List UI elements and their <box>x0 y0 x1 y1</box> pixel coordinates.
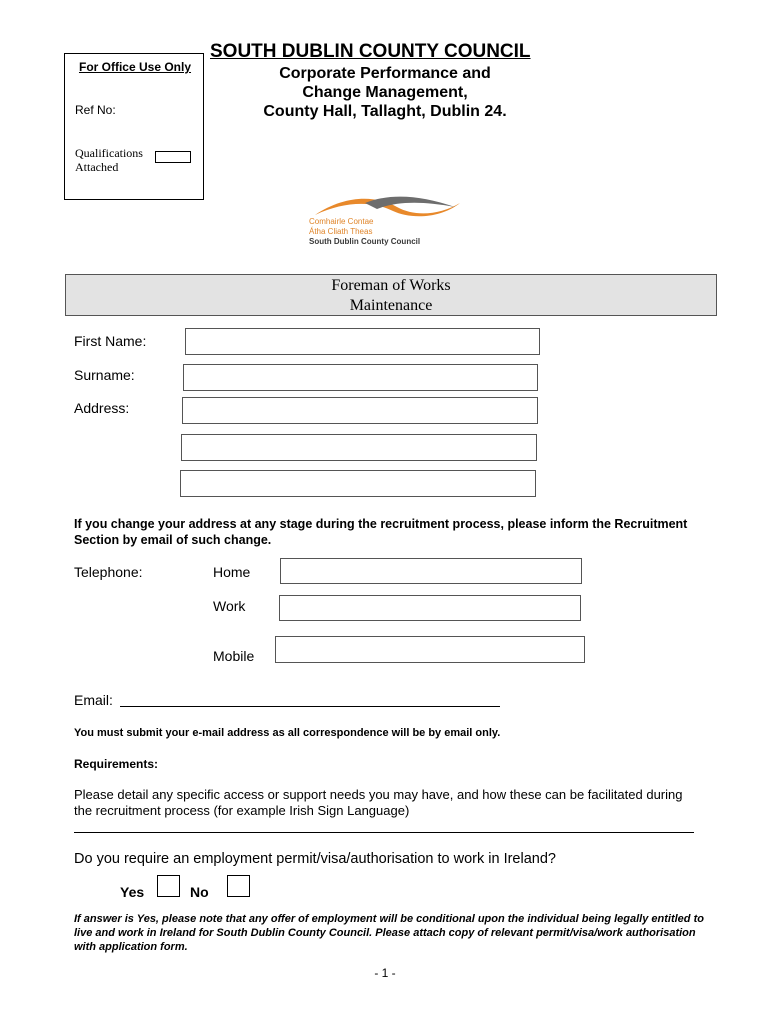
permit-note: If answer is Yes, please note that any offer of employment will be conditional upon the individual being legally entitled to live and work in Ireland for South Dublin County Council. Please attach copy of relevant permit/visa/work authorisation with application form. <box>74 913 704 953</box>
work-phone-label: Work <box>213 598 246 614</box>
first-name-label: First Name: <box>74 333 147 349</box>
email-input-line[interactable] <box>120 706 500 707</box>
job-title-line-1: Foreman of Works <box>331 277 451 294</box>
work-phone-input[interactable] <box>279 595 581 621</box>
home-phone-input[interactable] <box>280 558 582 584</box>
surname-label: Surname: <box>74 367 135 383</box>
yes-label: Yes <box>120 884 145 900</box>
page-number: - 1 - <box>374 966 396 980</box>
logo-irish-line-2: Átha Cliath Theas <box>309 227 373 236</box>
council-logo <box>305 193 465 253</box>
requirements-answer-line[interactable] <box>74 832 694 833</box>
department-line-2: Change Management, <box>302 84 468 101</box>
department-line-1: Corporate Performance and <box>279 65 491 82</box>
address-change-note: If you change your address at any stage during the recruitment process, please inform the Recruitment Section by email of such change. <box>74 517 688 547</box>
permit-question: Do you require an employment permit/visa/authorisation to work in Ireland? <box>74 851 556 867</box>
yes-checkbox[interactable] <box>157 875 180 897</box>
no-checkbox[interactable] <box>227 875 250 897</box>
department-address <box>230 64 540 121</box>
address-label: Address: <box>74 400 130 416</box>
requirements-heading: Requirements: <box>74 757 159 771</box>
surname-input[interactable] <box>183 364 538 391</box>
ref-no-label: Ref No: <box>75 103 116 117</box>
address-input-line-2[interactable] <box>181 434 537 461</box>
council-title: SOUTH DUBLIN COUNTY COUNCIL <box>210 41 531 62</box>
mobile-phone-label: Mobile <box>213 648 255 664</box>
email-requirement-note: You must submit your e-mail address as all correspondence will be by email only. <box>74 727 501 739</box>
address-line: County Hall, Tallaght, Dublin 24. <box>263 103 507 120</box>
qualifications-checkbox[interactable] <box>155 151 191 163</box>
first-name-input[interactable] <box>185 328 540 355</box>
email-label: Email: <box>74 692 113 708</box>
address-input-line-3[interactable] <box>180 470 536 497</box>
qualifications-label: Qualifications Attached <box>75 146 143 174</box>
job-title-banner <box>65 274 717 316</box>
mobile-phone-input[interactable] <box>275 636 585 663</box>
no-label: No <box>190 884 209 900</box>
home-phone-label: Home <box>213 564 251 580</box>
office-use-title: For Office Use Only <box>78 60 192 74</box>
logo-english-name: South Dublin County Council <box>309 237 421 246</box>
address-input-line-1[interactable] <box>182 397 538 424</box>
office-use-box <box>64 53 204 200</box>
job-title-line-2: Maintenance <box>349 297 433 314</box>
requirements-text: Please detail any specific access or support needs you may have, and how these can be facilitated during the recruitment process (for example Irish Sign Language) <box>74 787 683 818</box>
telephone-label: Telephone: <box>74 564 143 580</box>
logo-irish-line-1: Comhairle Contae <box>309 217 374 226</box>
